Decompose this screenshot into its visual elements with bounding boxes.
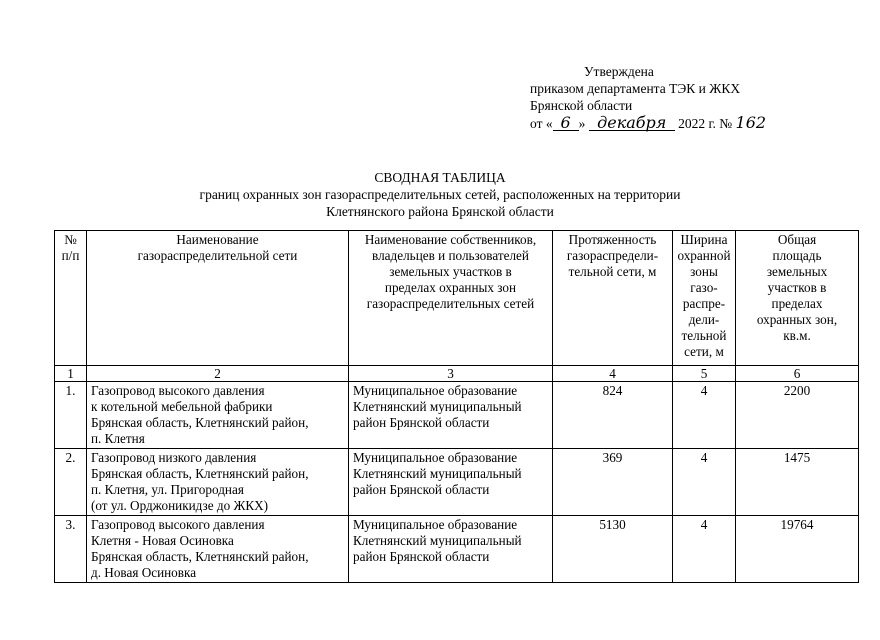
summary-table [54,230,859,583]
index-cell: 1 [55,366,87,382]
row-area: 19764 [736,516,859,583]
index-cell: 3 [349,366,553,382]
table-row [55,516,859,583]
title-heading: СВОДНАЯ ТАБЛИЦА [374,170,506,185]
date-prefix: от « [530,116,553,131]
row-width: 4 [673,516,736,583]
date-month: декабря [589,116,675,131]
header-owners: Наименование собственников, владельцев и пользователей земельных участков в пределах охранных зон газораспределительных сетей [349,231,553,366]
table-row [55,382,859,449]
index-cell: 5 [673,366,736,382]
header-number: № п/п [55,231,87,366]
header-network-name: Наименование газораспределительной сети [87,231,349,366]
row-number: 3. [55,516,87,583]
approval-date-line [530,114,766,132]
header-width: Ширина охранной зоны газо- распре- дели- тельной сети, м [673,231,736,366]
row-width: 4 [673,382,736,449]
index-cell: 2 [87,366,349,382]
approval-block [530,63,766,132]
date-year: 2022 г. № [678,116,733,131]
approval-region-line: Брянской области [530,98,633,113]
row-owner: Муниципальное образование Клетнянский муниципальный район Брянской области [349,516,553,583]
index-cell: 6 [736,366,859,382]
row-number: 2. [55,449,87,516]
row-length: 824 [553,382,673,449]
approval-title: Утверждена [584,64,654,79]
title-region: Клетнянского района Брянской области [326,204,554,219]
column-index-row [55,366,859,382]
row-network-name: Газопровод низкого давления Брянская область, Клетнянский район, п. Клетня, ул. Пригородная (от ул. Орджоникидзе до ЖКХ) [87,449,349,516]
row-number: 1. [55,382,87,449]
row-area: 2200 [736,382,859,449]
row-network-name: Газопровод высокого давления к котельной мебельной фабрики Брянская область, Клетнянский район, п. Клетня [87,382,349,449]
row-owner: Муниципальное образование Клетнянский муниципальный район Брянской области [349,449,553,516]
row-owner: Муниципальное образование Клетнянский муниципальный район Брянской области [349,382,553,449]
row-length: 369 [553,449,673,516]
title-subheading: границ охранных зон газораспределительных сетей, расположенных на территории [199,187,681,202]
document-title [0,169,880,220]
row-network-name: Газопровод высокого давления Клетня - Новая Осиновка Брянская область, Клетнянский район, д. Новая Осиновка [87,516,349,583]
index-cell: 4 [553,366,673,382]
table-row [55,449,859,516]
table-header-row [55,231,859,366]
order-number: 162 [735,113,767,132]
date-day: 6 [553,116,579,131]
header-length: Протяженность газораспредели- тельной сети, м [553,231,673,366]
approval-order-line: приказом департамента ТЭК и ЖКХ [530,81,741,96]
row-area: 1475 [736,449,859,516]
header-area: Общая площадь земельных участков в пределах охранных зон, кв.м. [736,231,859,366]
date-mid: » [578,116,586,131]
row-length: 5130 [553,516,673,583]
row-width: 4 [673,449,736,516]
